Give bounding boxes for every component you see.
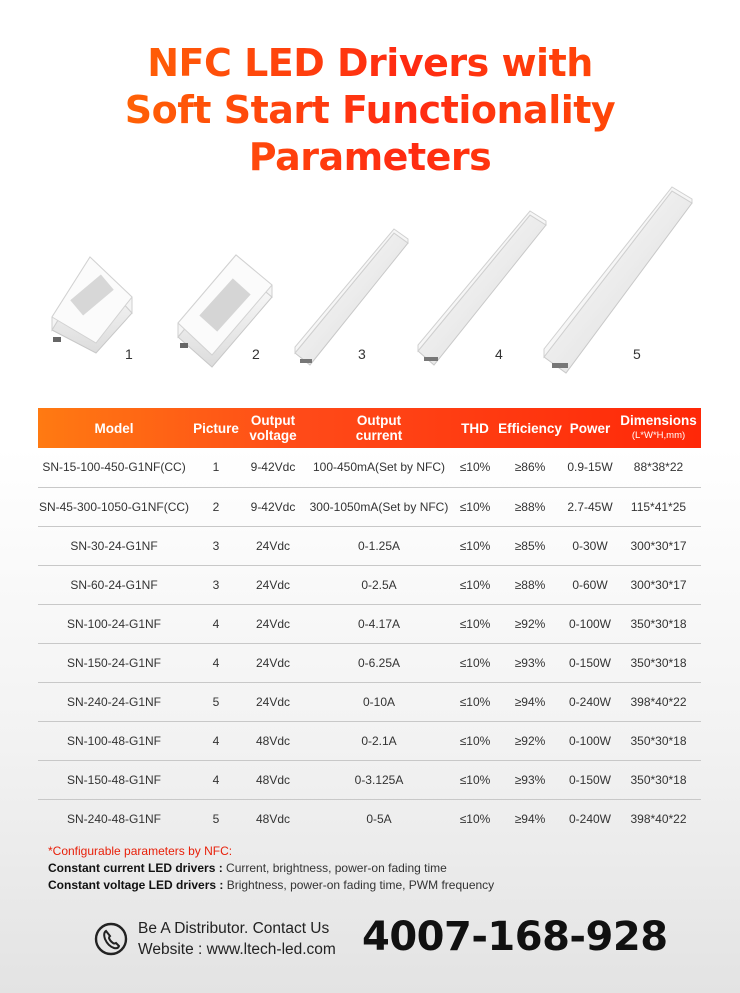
phone-icon: [94, 922, 128, 956]
cell-efficiency: ≥88%: [514, 499, 546, 514]
cell-efficiency: ≥93%: [514, 772, 546, 787]
cell-voltage: 24Vdc: [255, 694, 291, 709]
title-line-1: NFC LED Drivers with: [0, 40, 740, 87]
cell-current: 0-2.1A: [361, 733, 397, 748]
cell-dimensions: 300*30*17: [630, 538, 687, 553]
cell-model: SN-150-48-G1NF: [66, 772, 162, 787]
table-header-row: [38, 408, 701, 448]
header-dimensions-sub: (L*W*H,mm): [631, 430, 686, 441]
cell-model: SN-100-24-G1NF: [66, 616, 162, 631]
cell-picture: 2: [212, 499, 220, 514]
cell-picture: 3: [212, 577, 220, 592]
header-current-line1: Output: [356, 413, 402, 428]
table-row: [38, 487, 701, 526]
cell-picture: 4: [212, 655, 220, 670]
cell-power: 0-240W: [568, 694, 612, 709]
notes-cv-line: [48, 877, 494, 894]
cell-power: 2.7-45W: [567, 499, 613, 514]
cell-efficiency: ≥92%: [514, 733, 546, 748]
notes-cc-text: Current, brightness, power-on fading time: [222, 861, 447, 875]
page-title: [0, 40, 740, 181]
table-row: [38, 526, 701, 565]
header-thd: THD: [461, 420, 489, 436]
cell-efficiency: ≥94%: [514, 811, 546, 826]
cell-dimensions: 398*40*22: [630, 811, 687, 826]
title-line-2: Soft Start Functionality: [0, 87, 740, 134]
cell-current: 0-6.25A: [357, 655, 401, 670]
header-power: Power: [569, 420, 611, 436]
cell-thd: ≤10%: [459, 538, 491, 553]
table-row: [38, 760, 701, 799]
cell-thd: ≤10%: [459, 733, 491, 748]
cell-efficiency: ≥88%: [514, 577, 546, 592]
footer-contact: Be A Distributor. Contact Us: [138, 920, 330, 937]
cell-dimensions: 350*30*18: [630, 772, 687, 787]
picture-label-5: 5: [633, 346, 641, 362]
cell-thd: ≤10%: [459, 694, 491, 709]
cell-current: 0-10A: [362, 694, 396, 709]
cell-dimensions: 115*41*25: [630, 499, 687, 514]
cell-picture: 5: [212, 811, 220, 826]
header-efficiency: Efficiency: [498, 420, 562, 436]
cell-voltage: 24Vdc: [255, 616, 291, 631]
cell-voltage: 24Vdc: [255, 577, 291, 592]
cell-current: 100-450mA(Set by NFC): [312, 460, 446, 475]
cell-current: 0-5A: [366, 811, 392, 826]
cell-picture: 5: [212, 694, 220, 709]
cell-dimensions: 88*38*22: [633, 460, 684, 475]
cell-current: 0-4.17A: [357, 616, 401, 631]
cell-efficiency: ≥85%: [514, 538, 546, 553]
notes-cv-text: Brightness, power-on fading time, PWM frequency: [223, 878, 495, 892]
notes-cc-line: [48, 860, 494, 877]
cell-current: 300-1050mA(Set by NFC): [309, 499, 449, 514]
picture-label-1: 1: [125, 346, 133, 362]
cell-thd: ≤10%: [459, 460, 491, 475]
cell-picture: 4: [212, 772, 220, 787]
cell-picture: 3: [212, 538, 220, 553]
table-row: [38, 721, 701, 760]
cell-power: 0-60W: [572, 577, 608, 592]
picture-label-3: 3: [358, 346, 366, 362]
header-dimensions-label: Dimensions: [620, 413, 697, 428]
cell-picture: 1: [212, 460, 220, 475]
cell-current: 0-2.5A: [361, 577, 397, 592]
table-row: [38, 604, 701, 643]
cell-power: 0-100W: [568, 616, 612, 631]
notes-cc-label: Constant current LED drivers :: [48, 861, 223, 875]
footer: [94, 914, 694, 968]
cell-current: 0-3.125A: [354, 772, 404, 787]
cell-model: SN-240-48-G1NF: [66, 811, 162, 826]
cell-dimensions: 350*30*18: [630, 733, 687, 748]
product-illustrations: [0, 185, 740, 385]
table-row: [38, 682, 701, 721]
cell-model: SN-240-24-G1NF: [66, 694, 162, 709]
cell-model: SN-60-24-G1NF: [70, 577, 158, 592]
cell-power: 0-100W: [568, 733, 612, 748]
cell-voltage: 48Vdc: [255, 811, 291, 826]
picture-label-2: 2: [252, 346, 260, 362]
product-pictures: [0, 185, 740, 385]
cell-thd: ≤10%: [459, 577, 491, 592]
cell-model: SN-15-100-450-G1NF(CC): [42, 460, 186, 475]
footer-phone-number[interactable]: 4007-168-928: [362, 914, 668, 960]
table-row: [38, 565, 701, 604]
product-4-image: [418, 211, 546, 365]
cell-efficiency: ≥92%: [514, 616, 546, 631]
cell-current: 0-1.25A: [357, 538, 401, 553]
cell-power: 0-240W: [568, 811, 612, 826]
product-1-image: [52, 257, 132, 353]
notes-cv-label: Constant voltage LED drivers :: [48, 878, 224, 892]
header-current-line2: current: [355, 428, 403, 443]
header-voltage: [242, 408, 304, 448]
cell-voltage: 24Vdc: [255, 655, 291, 670]
cell-power: 0.9-15W: [567, 460, 613, 475]
footer-website[interactable]: Website : www.ltech-led.com: [138, 941, 336, 958]
cell-dimensions: 300*30*17: [630, 577, 687, 592]
cell-power: 0-150W: [568, 772, 612, 787]
picture-label-4: 4: [495, 346, 503, 362]
cell-voltage: 9-42Vdc: [250, 499, 296, 514]
cell-thd: ≤10%: [459, 655, 491, 670]
cell-efficiency: ≥86%: [514, 460, 546, 475]
cell-picture: 4: [212, 733, 220, 748]
header-voltage-line2: voltage: [249, 428, 297, 443]
product-3-image: [295, 229, 408, 365]
title-line-3: Parameters: [0, 134, 740, 181]
cell-voltage: 9-42Vdc: [250, 460, 296, 475]
cell-model: SN-30-24-G1NF: [70, 538, 158, 553]
cell-thd: ≤10%: [459, 499, 491, 514]
cell-voltage: 24Vdc: [255, 538, 291, 553]
table-row: [38, 799, 701, 838]
table-row: [38, 448, 701, 487]
cell-voltage: 48Vdc: [255, 772, 291, 787]
cell-picture: 4: [212, 616, 220, 631]
notes-heading: *Configurable parameters by NFC:: [48, 844, 233, 858]
product-5-image: [544, 187, 692, 373]
cell-model: SN-100-48-G1NF: [66, 733, 162, 748]
header-dimensions: [616, 408, 701, 448]
header-voltage-line1: Output: [250, 413, 296, 428]
cell-thd: ≤10%: [459, 811, 491, 826]
cell-model: SN-45-300-1050-G1NF(CC): [38, 499, 190, 514]
cell-model: SN-150-24-G1NF: [66, 655, 162, 670]
cell-dimensions: 350*30*18: [630, 655, 687, 670]
cell-voltage: 48Vdc: [255, 733, 291, 748]
cell-efficiency: ≥93%: [514, 655, 546, 670]
table-row: [38, 643, 701, 682]
table-body: [38, 448, 701, 838]
header-current: [304, 408, 454, 448]
header-model: Model: [94, 420, 134, 436]
cell-thd: ≤10%: [459, 616, 491, 631]
notes: [48, 843, 494, 894]
cell-power: 0-150W: [568, 655, 612, 670]
cell-thd: ≤10%: [459, 772, 491, 787]
cell-dimensions: 398*40*22: [630, 694, 687, 709]
header-picture: Picture: [193, 420, 239, 436]
cell-efficiency: ≥94%: [514, 694, 546, 709]
parameters-table: [38, 408, 701, 838]
cell-dimensions: 350*30*18: [630, 616, 687, 631]
cell-power: 0-30W: [572, 538, 608, 553]
